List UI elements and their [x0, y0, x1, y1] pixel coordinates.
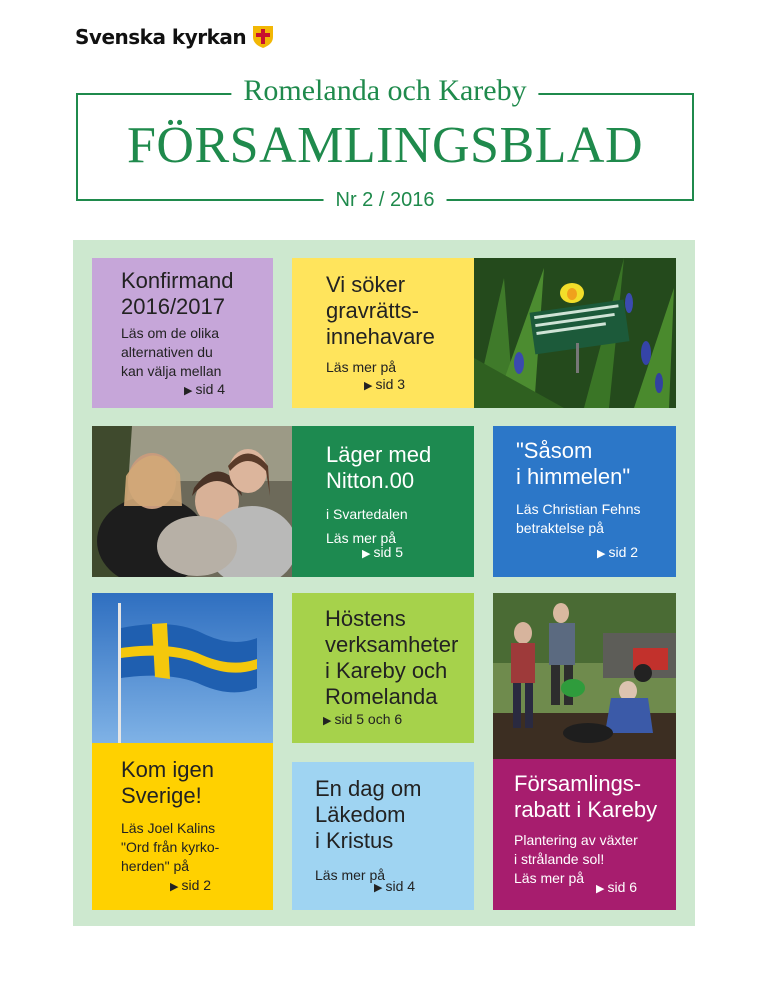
tile-text: "Ord från kyrko- — [121, 839, 220, 855]
arrow-right-icon: ▶ — [323, 715, 332, 727]
tile-konfirmand[interactable] — [92, 258, 273, 408]
page-reference: ▶ sid 3 — [364, 376, 406, 392]
tile-text: kan välja mellan — [121, 363, 222, 379]
garden-planting-photo — [493, 593, 676, 759]
arrow-right-icon: ▶ — [597, 548, 606, 560]
tile-text: Läs mer på — [514, 870, 585, 886]
tile-heading: Romelanda — [325, 684, 438, 709]
arrow-right-icon: ▶ — [364, 380, 373, 392]
tile-text: Läs mer på — [315, 867, 386, 883]
page-reference: ▶ sid 2 — [170, 877, 212, 893]
arrow-right-icon: ▶ — [184, 385, 193, 397]
arrow-right-icon: ▶ — [596, 883, 605, 895]
tile-heading: Vi söker — [326, 272, 406, 297]
camp-girls-photo — [92, 426, 292, 577]
tile-heading: En dag om — [315, 776, 422, 801]
swedish-flag-photo — [92, 593, 273, 743]
logo-text: Svenska kyrkan — [75, 25, 247, 49]
tile-heading: Nitton.00 — [326, 468, 415, 493]
tile-heading: Höstens — [325, 606, 406, 631]
tile-heading: "Såsom — [516, 438, 593, 463]
tile-text: herden" på — [121, 858, 190, 874]
tile-heading: i Kristus — [315, 828, 394, 853]
masthead-frame — [76, 74, 694, 211]
tile-gravratt[interactable] — [292, 258, 474, 408]
tile-heading: innehavare — [326, 324, 435, 349]
tile-heading: Kom igen — [121, 757, 214, 782]
tile-heading: Konfirmand — [121, 268, 234, 293]
arrow-right-icon: ▶ — [362, 548, 371, 560]
tile-heading: gravrätts- — [326, 298, 419, 323]
page-reference: ▶ sid 4 — [374, 878, 416, 894]
tile-heading: rabatt i Kareby — [514, 797, 658, 822]
tile-text: alternativen du — [121, 344, 213, 360]
parish-names: Romelanda och Kareby — [231, 73, 538, 109]
page-reference: ▶ sid 6 — [596, 879, 638, 895]
tile-text: Läs mer på — [326, 530, 397, 546]
publication-title: FÖRSAMLINGSBLAD — [126, 117, 644, 174]
tile-text: Plantering av växter — [514, 832, 638, 848]
page-reference: ▶ sid 4 — [184, 381, 226, 397]
tile-text: Läs mer på — [326, 359, 397, 375]
tile-text: i Svartedalen — [326, 506, 408, 522]
svenska-kyrkan-logo — [75, 25, 274, 49]
arrow-right-icon: ▶ — [374, 882, 383, 894]
tile-heading: Sverige! — [121, 783, 202, 808]
issue-number: Nr 2 / 2016 — [324, 188, 447, 212]
arrow-right-icon: ▶ — [170, 881, 179, 893]
tile-text: betraktelse på — [516, 520, 604, 536]
tile-heading: i Kareby och — [325, 658, 448, 683]
tile-sasom[interactable] — [493, 426, 676, 577]
daffodils-grave-sign-photo — [474, 258, 676, 408]
tile-heading: Läkedom — [315, 802, 406, 827]
page-reference: ▶ sid 2 — [597, 544, 639, 560]
tile-text: i strålande sol! — [514, 851, 605, 867]
tile-text: Läs om de olika — [121, 325, 220, 341]
tile-heading: i himmelen" — [516, 464, 631, 489]
tile-heading: 2016/2017 — [121, 294, 225, 319]
tile-text: Läs Christian Fehns — [516, 501, 641, 517]
tile-en-dag-om-lakedom[interactable] — [292, 762, 474, 910]
tile-heading: verksamheter — [325, 632, 459, 657]
page-reference: ▶ sid 5 och 6 — [323, 711, 403, 727]
tile-forsamlingsrabatt[interactable] — [493, 759, 676, 910]
tile-text: Läs Joel Kalins — [121, 820, 216, 836]
tile-hostens-verksamheter[interactable] — [292, 593, 474, 743]
tile-kom-igen-sverige[interactable] — [92, 743, 273, 910]
church-shield-icon — [252, 25, 274, 49]
tile-heading: Läger med — [326, 442, 432, 467]
tile-heading: Församlings- — [514, 771, 642, 796]
tile-lager[interactable] — [292, 426, 474, 577]
page-reference: ▶ sid 5 — [362, 544, 404, 560]
